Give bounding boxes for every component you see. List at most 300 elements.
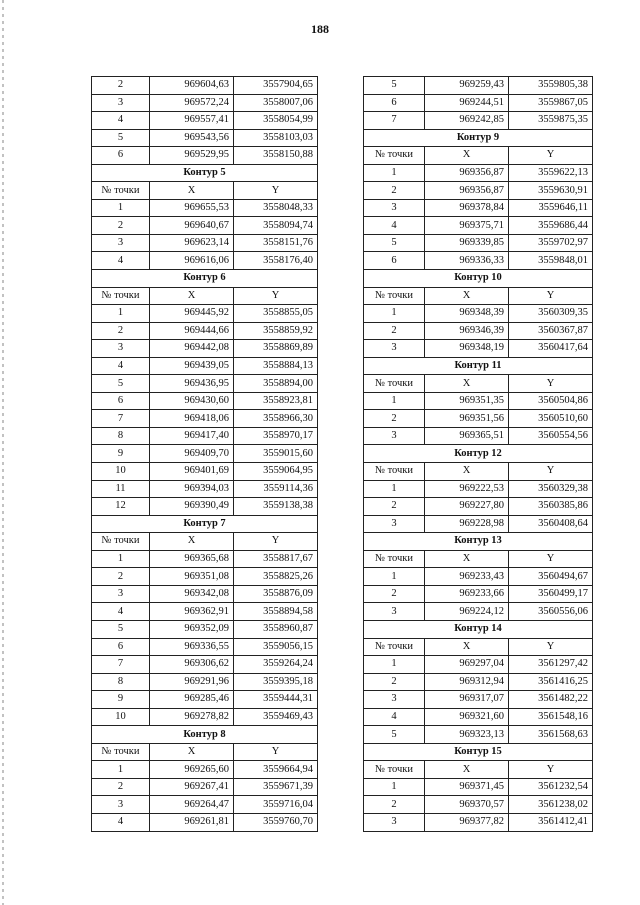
x-coordinate: 969336,33 xyxy=(425,252,509,270)
x-coordinate: 969365,68 xyxy=(150,550,234,568)
y-coordinate: 3558054,99 xyxy=(234,112,318,130)
column-header-y: Y xyxy=(509,550,593,568)
y-coordinate: 3560385,86 xyxy=(509,498,593,516)
table-row xyxy=(364,796,593,814)
y-coordinate: 3559015,60 xyxy=(234,445,318,463)
table-row xyxy=(92,498,318,516)
point-number: 4 xyxy=(92,252,150,270)
column-header-y: Y xyxy=(509,375,593,393)
point-number: 8 xyxy=(92,427,150,445)
x-coordinate: 969336,55 xyxy=(150,638,234,656)
table-row xyxy=(92,357,318,375)
table-row xyxy=(364,498,593,516)
column-header-y: Y xyxy=(509,761,593,779)
y-coordinate: 3559114,36 xyxy=(234,480,318,498)
column-header-n: № точки xyxy=(364,375,425,393)
contour-title-row xyxy=(364,129,593,147)
table-row xyxy=(364,305,593,323)
y-coordinate: 3561482,22 xyxy=(509,691,593,709)
x-coordinate: 969604,63 xyxy=(150,77,234,95)
scan-edge-artifact xyxy=(2,0,4,905)
point-number: 1 xyxy=(364,480,425,498)
table-row xyxy=(92,199,318,217)
x-coordinate: 969557,41 xyxy=(150,112,234,130)
table-row xyxy=(92,375,318,393)
column-header-n: № точки xyxy=(364,761,425,779)
table-row xyxy=(364,410,593,428)
table-row xyxy=(92,112,318,130)
x-coordinate: 969261,81 xyxy=(150,813,234,831)
y-coordinate: 3558894,58 xyxy=(234,603,318,621)
table-row xyxy=(364,94,593,112)
table-row xyxy=(92,129,318,147)
column-header-row xyxy=(92,287,318,305)
point-number: 4 xyxy=(92,112,150,130)
y-coordinate: 3559664,94 xyxy=(234,761,318,779)
x-coordinate: 969371,45 xyxy=(425,778,509,796)
x-coordinate: 969265,60 xyxy=(150,761,234,779)
point-number: 9 xyxy=(92,691,150,709)
point-number: 12 xyxy=(92,498,150,516)
contour-title-row xyxy=(92,270,318,288)
column-header-x: X xyxy=(425,287,509,305)
contour-title-row xyxy=(364,533,593,551)
x-coordinate: 969224,12 xyxy=(425,603,509,621)
y-coordinate: 3559064,95 xyxy=(234,463,318,481)
point-number: 2 xyxy=(364,585,425,603)
point-number: 3 xyxy=(364,340,425,358)
point-number: 1 xyxy=(92,550,150,568)
x-coordinate: 969409,70 xyxy=(150,445,234,463)
point-number: 10 xyxy=(92,463,150,481)
y-coordinate: 3558876,09 xyxy=(234,585,318,603)
point-number: 11 xyxy=(92,480,150,498)
table-row xyxy=(92,550,318,568)
y-coordinate: 3558894,00 xyxy=(234,375,318,393)
point-number: 1 xyxy=(364,778,425,796)
point-number: 1 xyxy=(364,656,425,674)
x-coordinate: 969401,69 xyxy=(150,463,234,481)
x-coordinate: 969365,51 xyxy=(425,427,509,445)
column-header-n: № точки xyxy=(92,533,150,551)
column-header-x: X xyxy=(150,743,234,761)
y-coordinate: 3559686,44 xyxy=(509,217,593,235)
x-coordinate: 969444,66 xyxy=(150,322,234,340)
point-number: 5 xyxy=(364,234,425,252)
y-coordinate: 3560556,06 xyxy=(509,603,593,621)
column-header-n: № точки xyxy=(364,147,425,165)
y-coordinate: 3557904,65 xyxy=(234,77,318,95)
point-number: 10 xyxy=(92,708,150,726)
column-header-row xyxy=(364,287,593,305)
x-coordinate: 969291,96 xyxy=(150,673,234,691)
column-header-x: X xyxy=(425,638,509,656)
y-coordinate: 3559671,39 xyxy=(234,778,318,796)
point-number: 3 xyxy=(364,691,425,709)
point-number: 2 xyxy=(92,77,150,95)
column-header-row xyxy=(364,550,593,568)
x-coordinate: 969356,87 xyxy=(425,182,509,200)
point-number: 3 xyxy=(92,796,150,814)
contour-title: Контур 5 xyxy=(92,164,318,182)
x-coordinate: 969312,94 xyxy=(425,673,509,691)
point-number: 1 xyxy=(364,392,425,410)
point-number: 3 xyxy=(364,427,425,445)
y-coordinate: 3558855,05 xyxy=(234,305,318,323)
point-number: 3 xyxy=(92,234,150,252)
table-row xyxy=(92,796,318,814)
table-row xyxy=(364,813,593,831)
point-number: 8 xyxy=(92,673,150,691)
y-coordinate: 3558103,03 xyxy=(234,129,318,147)
table-row xyxy=(364,217,593,235)
x-coordinate: 969244,51 xyxy=(425,94,509,112)
point-number: 7 xyxy=(92,410,150,428)
point-number: 5 xyxy=(92,620,150,638)
table-row xyxy=(92,410,318,428)
table-row xyxy=(92,252,318,270)
contour-title: Контур 7 xyxy=(92,515,318,533)
table-row xyxy=(92,656,318,674)
y-coordinate: 3559395,18 xyxy=(234,673,318,691)
table-row xyxy=(364,515,593,533)
table-row xyxy=(92,340,318,358)
y-coordinate: 3558970,17 xyxy=(234,427,318,445)
x-coordinate: 969445,92 xyxy=(150,305,234,323)
contour-title-row xyxy=(364,445,593,463)
column-header-row xyxy=(92,743,318,761)
point-number: 4 xyxy=(92,813,150,831)
table-row xyxy=(92,568,318,586)
y-coordinate: 3558960,87 xyxy=(234,620,318,638)
point-number: 2 xyxy=(364,796,425,814)
point-number: 4 xyxy=(92,603,150,621)
column-header-y: Y xyxy=(509,287,593,305)
point-number: 4 xyxy=(364,708,425,726)
contour-title: Контур 14 xyxy=(364,620,593,638)
column-header-n: № точки xyxy=(364,638,425,656)
table-row xyxy=(92,708,318,726)
contour-title-row xyxy=(92,515,318,533)
table-row xyxy=(92,620,318,638)
table-row xyxy=(92,463,318,481)
x-coordinate: 969356,87 xyxy=(425,164,509,182)
point-number: 3 xyxy=(364,515,425,533)
table-row xyxy=(364,585,593,603)
y-coordinate: 3560510,60 xyxy=(509,410,593,428)
x-coordinate: 969233,66 xyxy=(425,585,509,603)
y-coordinate: 3558048,33 xyxy=(234,199,318,217)
y-coordinate: 3561297,42 xyxy=(509,656,593,674)
table-row xyxy=(364,164,593,182)
point-number: 2 xyxy=(364,322,425,340)
x-coordinate: 969348,39 xyxy=(425,305,509,323)
table-row xyxy=(364,322,593,340)
y-coordinate: 3558923,81 xyxy=(234,392,318,410)
table-row xyxy=(364,480,593,498)
table-row xyxy=(364,182,593,200)
x-coordinate: 969616,06 xyxy=(150,252,234,270)
point-number: 2 xyxy=(364,182,425,200)
y-coordinate: 3558150,88 xyxy=(234,147,318,165)
y-coordinate: 3558825,26 xyxy=(234,568,318,586)
table-row xyxy=(364,252,593,270)
column-header-row xyxy=(364,638,593,656)
x-coordinate: 969242,85 xyxy=(425,112,509,130)
y-coordinate: 3559702,97 xyxy=(509,234,593,252)
y-coordinate: 3558176,40 xyxy=(234,252,318,270)
column-header-n: № точки xyxy=(92,287,150,305)
x-coordinate: 969297,04 xyxy=(425,656,509,674)
y-coordinate: 3559848,01 xyxy=(509,252,593,270)
point-number: 5 xyxy=(92,129,150,147)
table-row xyxy=(92,585,318,603)
x-coordinate: 969351,56 xyxy=(425,410,509,428)
point-number: 3 xyxy=(364,199,425,217)
y-coordinate: 3561416,25 xyxy=(509,673,593,691)
y-coordinate: 3561412,41 xyxy=(509,813,593,831)
point-number: 6 xyxy=(92,147,150,165)
x-coordinate: 969375,71 xyxy=(425,217,509,235)
y-coordinate: 3559138,38 xyxy=(234,498,318,516)
x-coordinate: 969267,41 xyxy=(150,778,234,796)
y-coordinate: 3559622,13 xyxy=(509,164,593,182)
point-number: 6 xyxy=(364,252,425,270)
x-coordinate: 969442,08 xyxy=(150,340,234,358)
point-number: 2 xyxy=(92,778,150,796)
point-number: 9 xyxy=(92,445,150,463)
y-coordinate: 3561238,02 xyxy=(509,796,593,814)
x-coordinate: 969572,24 xyxy=(150,94,234,112)
coordinates-table-left xyxy=(91,76,318,832)
point-number: 5 xyxy=(364,77,425,95)
column-header-n: № точки xyxy=(92,743,150,761)
y-coordinate: 3559760,70 xyxy=(234,813,318,831)
point-number: 3 xyxy=(92,585,150,603)
contour-title: Контур 15 xyxy=(364,743,593,761)
table-row xyxy=(364,778,593,796)
table-row xyxy=(92,305,318,323)
column-header-x: X xyxy=(425,463,509,481)
table-row xyxy=(92,778,318,796)
table-row xyxy=(92,322,318,340)
point-number: 2 xyxy=(92,217,150,235)
table-row xyxy=(364,199,593,217)
table-row xyxy=(92,638,318,656)
y-coordinate: 3559630,91 xyxy=(509,182,593,200)
contour-title-row xyxy=(364,357,593,375)
table-row xyxy=(92,217,318,235)
y-coordinate: 3558966,30 xyxy=(234,410,318,428)
column-header-y: Y xyxy=(234,182,318,200)
table-row xyxy=(92,445,318,463)
column-header-row xyxy=(364,147,593,165)
x-coordinate: 969623,14 xyxy=(150,234,234,252)
point-number: 2 xyxy=(364,673,425,691)
point-number: 1 xyxy=(92,305,150,323)
table-row xyxy=(364,112,593,130)
y-coordinate: 3559444,31 xyxy=(234,691,318,709)
contour-title: Контур 12 xyxy=(364,445,593,463)
y-coordinate: 3560504,86 xyxy=(509,392,593,410)
point-number: 7 xyxy=(92,656,150,674)
column-header-row xyxy=(92,182,318,200)
table-row xyxy=(364,234,593,252)
y-coordinate: 3558151,76 xyxy=(234,234,318,252)
point-number: 5 xyxy=(92,375,150,393)
contour-title-row xyxy=(364,620,593,638)
contour-title-row xyxy=(92,726,318,744)
x-coordinate: 969321,60 xyxy=(425,708,509,726)
y-coordinate: 3560367,87 xyxy=(509,322,593,340)
x-coordinate: 969655,53 xyxy=(150,199,234,217)
x-coordinate: 969418,06 xyxy=(150,410,234,428)
x-coordinate: 969348,19 xyxy=(425,340,509,358)
y-coordinate: 3559716,04 xyxy=(234,796,318,814)
y-coordinate: 3561232,54 xyxy=(509,778,593,796)
x-coordinate: 969351,08 xyxy=(150,568,234,586)
x-coordinate: 969306,62 xyxy=(150,656,234,674)
table-row xyxy=(92,480,318,498)
table-row xyxy=(364,656,593,674)
column-header-row xyxy=(364,463,593,481)
x-coordinate: 969529,95 xyxy=(150,147,234,165)
table-row xyxy=(92,603,318,621)
x-coordinate: 969323,13 xyxy=(425,726,509,744)
point-number: 2 xyxy=(92,568,150,586)
x-coordinate: 969352,09 xyxy=(150,620,234,638)
y-coordinate: 3559875,35 xyxy=(509,112,593,130)
table-row xyxy=(92,392,318,410)
y-coordinate: 3558869,89 xyxy=(234,340,318,358)
y-coordinate: 3559646,11 xyxy=(509,199,593,217)
y-coordinate: 3560329,38 xyxy=(509,480,593,498)
table-row xyxy=(364,392,593,410)
x-coordinate: 969264,47 xyxy=(150,796,234,814)
y-coordinate: 3559867,05 xyxy=(509,94,593,112)
y-coordinate: 3560494,67 xyxy=(509,568,593,586)
point-number: 1 xyxy=(364,568,425,586)
column-header-n: № точки xyxy=(364,287,425,305)
table-row xyxy=(92,77,318,95)
y-coordinate: 3560417,64 xyxy=(509,340,593,358)
column-header-y: Y xyxy=(509,147,593,165)
point-number: 7 xyxy=(364,112,425,130)
table-row xyxy=(92,234,318,252)
point-number: 3 xyxy=(92,340,150,358)
table-row xyxy=(364,691,593,709)
x-coordinate: 969259,43 xyxy=(425,77,509,95)
table-row xyxy=(364,603,593,621)
table-row xyxy=(364,77,593,95)
point-number: 1 xyxy=(364,164,425,182)
point-number: 1 xyxy=(92,761,150,779)
column-header-x: X xyxy=(150,533,234,551)
x-coordinate: 969436,95 xyxy=(150,375,234,393)
x-coordinate: 969351,35 xyxy=(425,392,509,410)
point-number: 6 xyxy=(92,638,150,656)
contour-title-row xyxy=(364,270,593,288)
column-header-x: X xyxy=(150,287,234,305)
x-coordinate: 969390,49 xyxy=(150,498,234,516)
y-coordinate: 3559805,38 xyxy=(509,77,593,95)
column-header-y: Y xyxy=(234,743,318,761)
point-number: 3 xyxy=(364,603,425,621)
y-coordinate: 3561568,63 xyxy=(509,726,593,744)
x-coordinate: 969285,46 xyxy=(150,691,234,709)
table-row xyxy=(92,147,318,165)
x-coordinate: 969394,03 xyxy=(150,480,234,498)
column-header-y: Y xyxy=(509,638,593,656)
x-coordinate: 969233,43 xyxy=(425,568,509,586)
x-coordinate: 969228,98 xyxy=(425,515,509,533)
contour-title-row xyxy=(364,743,593,761)
table-row xyxy=(92,813,318,831)
x-coordinate: 969222,53 xyxy=(425,480,509,498)
column-header-n: № точки xyxy=(92,182,150,200)
point-number: 4 xyxy=(92,357,150,375)
x-coordinate: 969362,91 xyxy=(150,603,234,621)
y-coordinate: 3558859,92 xyxy=(234,322,318,340)
y-coordinate: 3559469,43 xyxy=(234,708,318,726)
point-number: 2 xyxy=(92,322,150,340)
point-number: 2 xyxy=(364,498,425,516)
table-row xyxy=(92,94,318,112)
x-coordinate: 969342,08 xyxy=(150,585,234,603)
page-number: 188 xyxy=(311,22,329,36)
column-header-y: Y xyxy=(509,463,593,481)
point-number: 5 xyxy=(364,726,425,744)
contour-title: Контур 13 xyxy=(364,533,593,551)
table-row xyxy=(92,427,318,445)
table-row xyxy=(364,726,593,744)
point-number: 3 xyxy=(364,813,425,831)
column-header-x: X xyxy=(425,550,509,568)
y-coordinate: 3558884,13 xyxy=(234,357,318,375)
y-coordinate: 3561548,16 xyxy=(509,708,593,726)
x-coordinate: 969439,05 xyxy=(150,357,234,375)
table-row xyxy=(364,427,593,445)
point-number: 1 xyxy=(364,305,425,323)
y-coordinate: 3560309,35 xyxy=(509,305,593,323)
table-row xyxy=(364,340,593,358)
table-row xyxy=(92,761,318,779)
point-number: 6 xyxy=(364,94,425,112)
y-coordinate: 3558007,06 xyxy=(234,94,318,112)
x-coordinate: 969430,60 xyxy=(150,392,234,410)
contour-title-row xyxy=(92,164,318,182)
point-number: 4 xyxy=(364,217,425,235)
y-coordinate: 3558094,74 xyxy=(234,217,318,235)
x-coordinate: 969339,85 xyxy=(425,234,509,252)
coordinates-table-right xyxy=(363,76,593,832)
column-header-n: № точки xyxy=(364,463,425,481)
y-coordinate: 3558817,67 xyxy=(234,550,318,568)
x-coordinate: 969370,57 xyxy=(425,796,509,814)
x-coordinate: 969317,07 xyxy=(425,691,509,709)
column-header-x: X xyxy=(150,182,234,200)
point-number: 1 xyxy=(92,199,150,217)
x-coordinate: 969377,82 xyxy=(425,813,509,831)
table-row xyxy=(364,673,593,691)
table-row xyxy=(92,691,318,709)
x-coordinate: 969543,56 xyxy=(150,129,234,147)
y-coordinate: 3560554,56 xyxy=(509,427,593,445)
point-number: 6 xyxy=(92,392,150,410)
column-header-n: № точки xyxy=(364,550,425,568)
column-header-y: Y xyxy=(234,287,318,305)
x-coordinate: 969640,67 xyxy=(150,217,234,235)
